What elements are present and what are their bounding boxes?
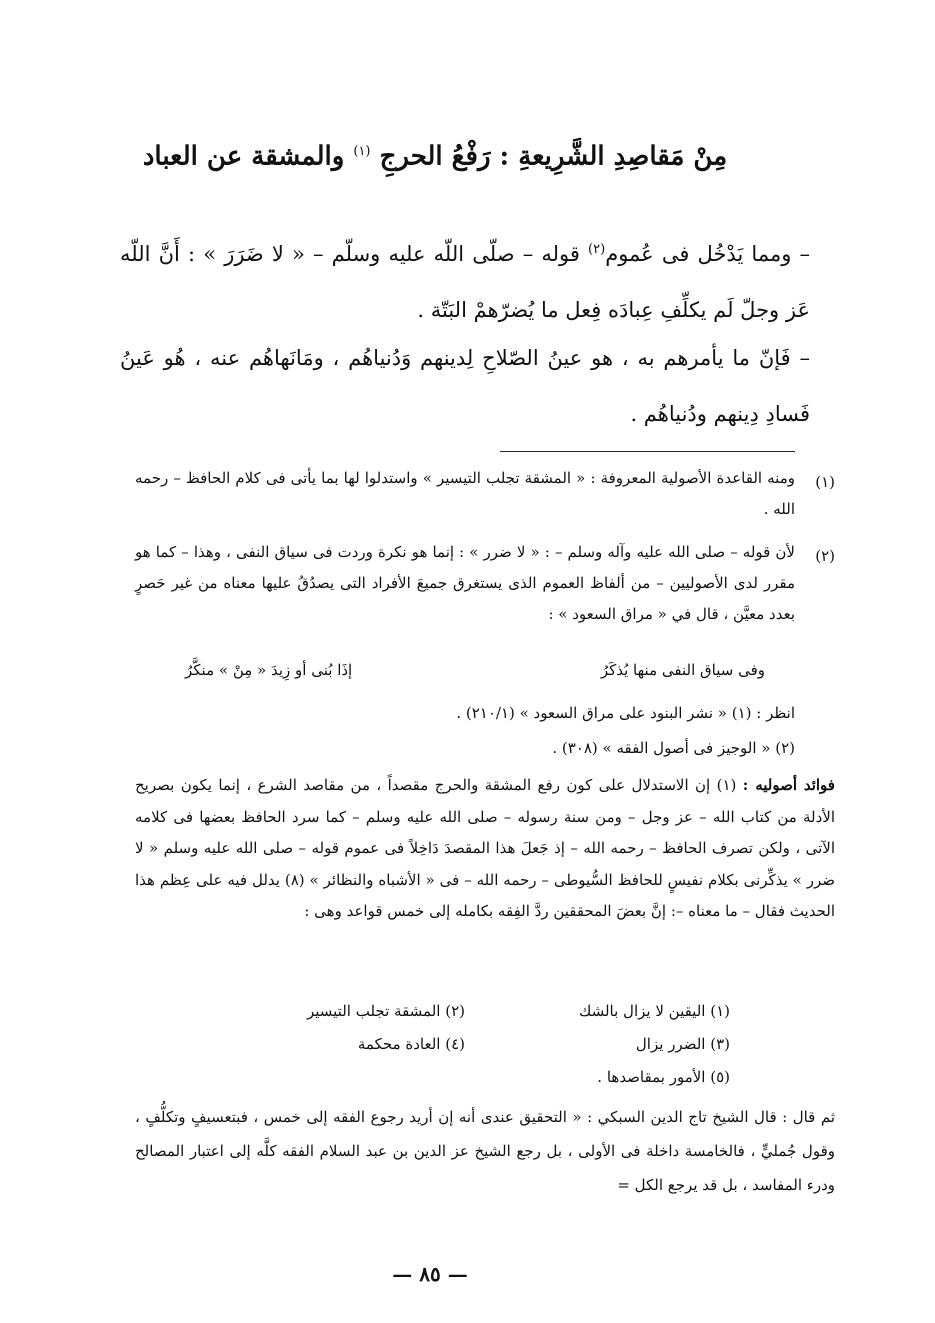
footnote-2-number: (٢) <box>815 547 835 565</box>
body-p1-end: قوله – صلّى اللّه عليه وسلّم – « لا ضَرَرَ » : أَنَّ اللّه عَز وجلّ لَم يكلِّفِ عِبادَه فِعل ما يُضرّهمْ البَتّة . <box>120 242 810 322</box>
footnote-2-text: لأن قوله – صلى الله عليه وآله وسلم – : « لا ضرر » : إنما هو نكرة وردت فى سياق النفى ، وهذا – كما هو مقرر لدى الأصوليين – من ألفاظ العموم الذى يستغرق جميعَ الأفراد التى يصدُقُ عليها معناه من غير حَصرٍ بعدد معيَّن ، قال في « مراق السعود » : <box>135 543 795 623</box>
rule-item: (٤) العادة محكمة <box>357 1035 465 1053</box>
rule-item: (٣) الضرر يزال <box>635 1035 730 1053</box>
verse-first-hemistich: وفى سياق النفى منها يُذكَرُ <box>600 661 765 679</box>
body-paragraph-2: – فَإنّ ما يأمرهم به ، هو عينُ الصّلاحِ لِدينهم وَدُنياهُم ، ومَانَهاهُم عنه ، هُو عَينُ فَسادِ دِينهم ودُنياهُم . <box>120 346 810 426</box>
closing-paragraph: ثم قال : قال الشيخ تاج الدين السبكي : « التحقيق عندى أنه إن أريد رجوع الفقه إلى خمس ، فبتعسيفٍ وتكلُّفٍ ، وقول جُمليٍّ ، فالخامسة داخلة فى الأولى ، بل رجع الشيخ عز الدين بن عبد السلام الفقه كلَّه إلى اعتبار المصالح ودرء المفاسد ، بل قد يرجع الكل = <box>135 1108 835 1194</box>
footnote-1-number: (١) <box>815 473 835 491</box>
footnote-1-text: ومنه القاعدة الأصولية المعروفة : « المشقة تجلب التيسير » واستدلوا لها بما يأتى فى كلام الحافظ – رحمه الله . <box>135 469 795 518</box>
body-paragraph-1 <box>120 222 810 338</box>
title-main: مِنْ مَقاصِدِ الشَّرِيعةِ : رَفْعُ الحرجِ <box>379 141 728 172</box>
reference-1: انظر : (١) « نشر البنود على مراق السعود » (٢١٠/١) . <box>456 704 795 722</box>
page-number: — ٨٥ — <box>392 1262 468 1286</box>
rules-row <box>200 995 730 1028</box>
body-footnote-mark: (٢) <box>588 242 606 257</box>
rules-row <box>200 1028 730 1061</box>
verse-second-hemistich: إذَا بُنى أو زِيدَ « مِنْ » منكَّرُ <box>185 661 353 679</box>
benefits-label: فوائد أصوليه : <box>742 776 835 794</box>
rule-item: (١) اليقين لا يزال بالشك <box>578 1002 730 1020</box>
page-title <box>95 132 775 177</box>
rules-row <box>200 1061 730 1094</box>
rule-item: (٢) المشقة تجلب التيسير <box>306 1002 465 1020</box>
title-rest: والمشقة عن العباد <box>142 141 345 172</box>
body-p1-start: – ومما يَدْخُل فى عُموم <box>605 242 811 266</box>
benefits-paragraph <box>135 770 835 928</box>
rule-item: (٥) الأمور بمقاصدها . <box>597 1068 730 1086</box>
poem-verse <box>185 655 765 686</box>
five-rules-list <box>200 995 730 1094</box>
benefits-text: (١) إن الاستدلال على كون رفع المشقة والحرج مقصداً ، من مقاصد الشرع ، إنما يكون بصريح الأدلة من كتاب الله – عز وجل – ومن سنة رسوله – صلى الله عليه وسلم – كما سرد الحافظ بعضها فى كلامه الآتى ، ولكن تصرف الحافظ – رحمه الله – إذ جَعلَ هذا المقصدَ دَاخِلاً فى عموم قوله – صلى الله عليه وسلم « لا ضرر » يذكِّرنى بكلام نفيسٍ للحافظ السُّيوطى – رحمه الله – فى « الأشباه والنظائر » (٨) يدلل فيه على عِظم هذا الحديث فقال – ما معناه –: إنَّ بعضَ المحققين ردَّ الفِقه بكامله إلى خمس قواعد وهى : <box>135 776 835 920</box>
footnote-divider <box>500 451 795 452</box>
reference-2: (٢) « الوجيز فى أصول الفقه » (٣٠٨) . <box>552 739 795 757</box>
title-footnote-mark: (١) <box>353 144 371 159</box>
